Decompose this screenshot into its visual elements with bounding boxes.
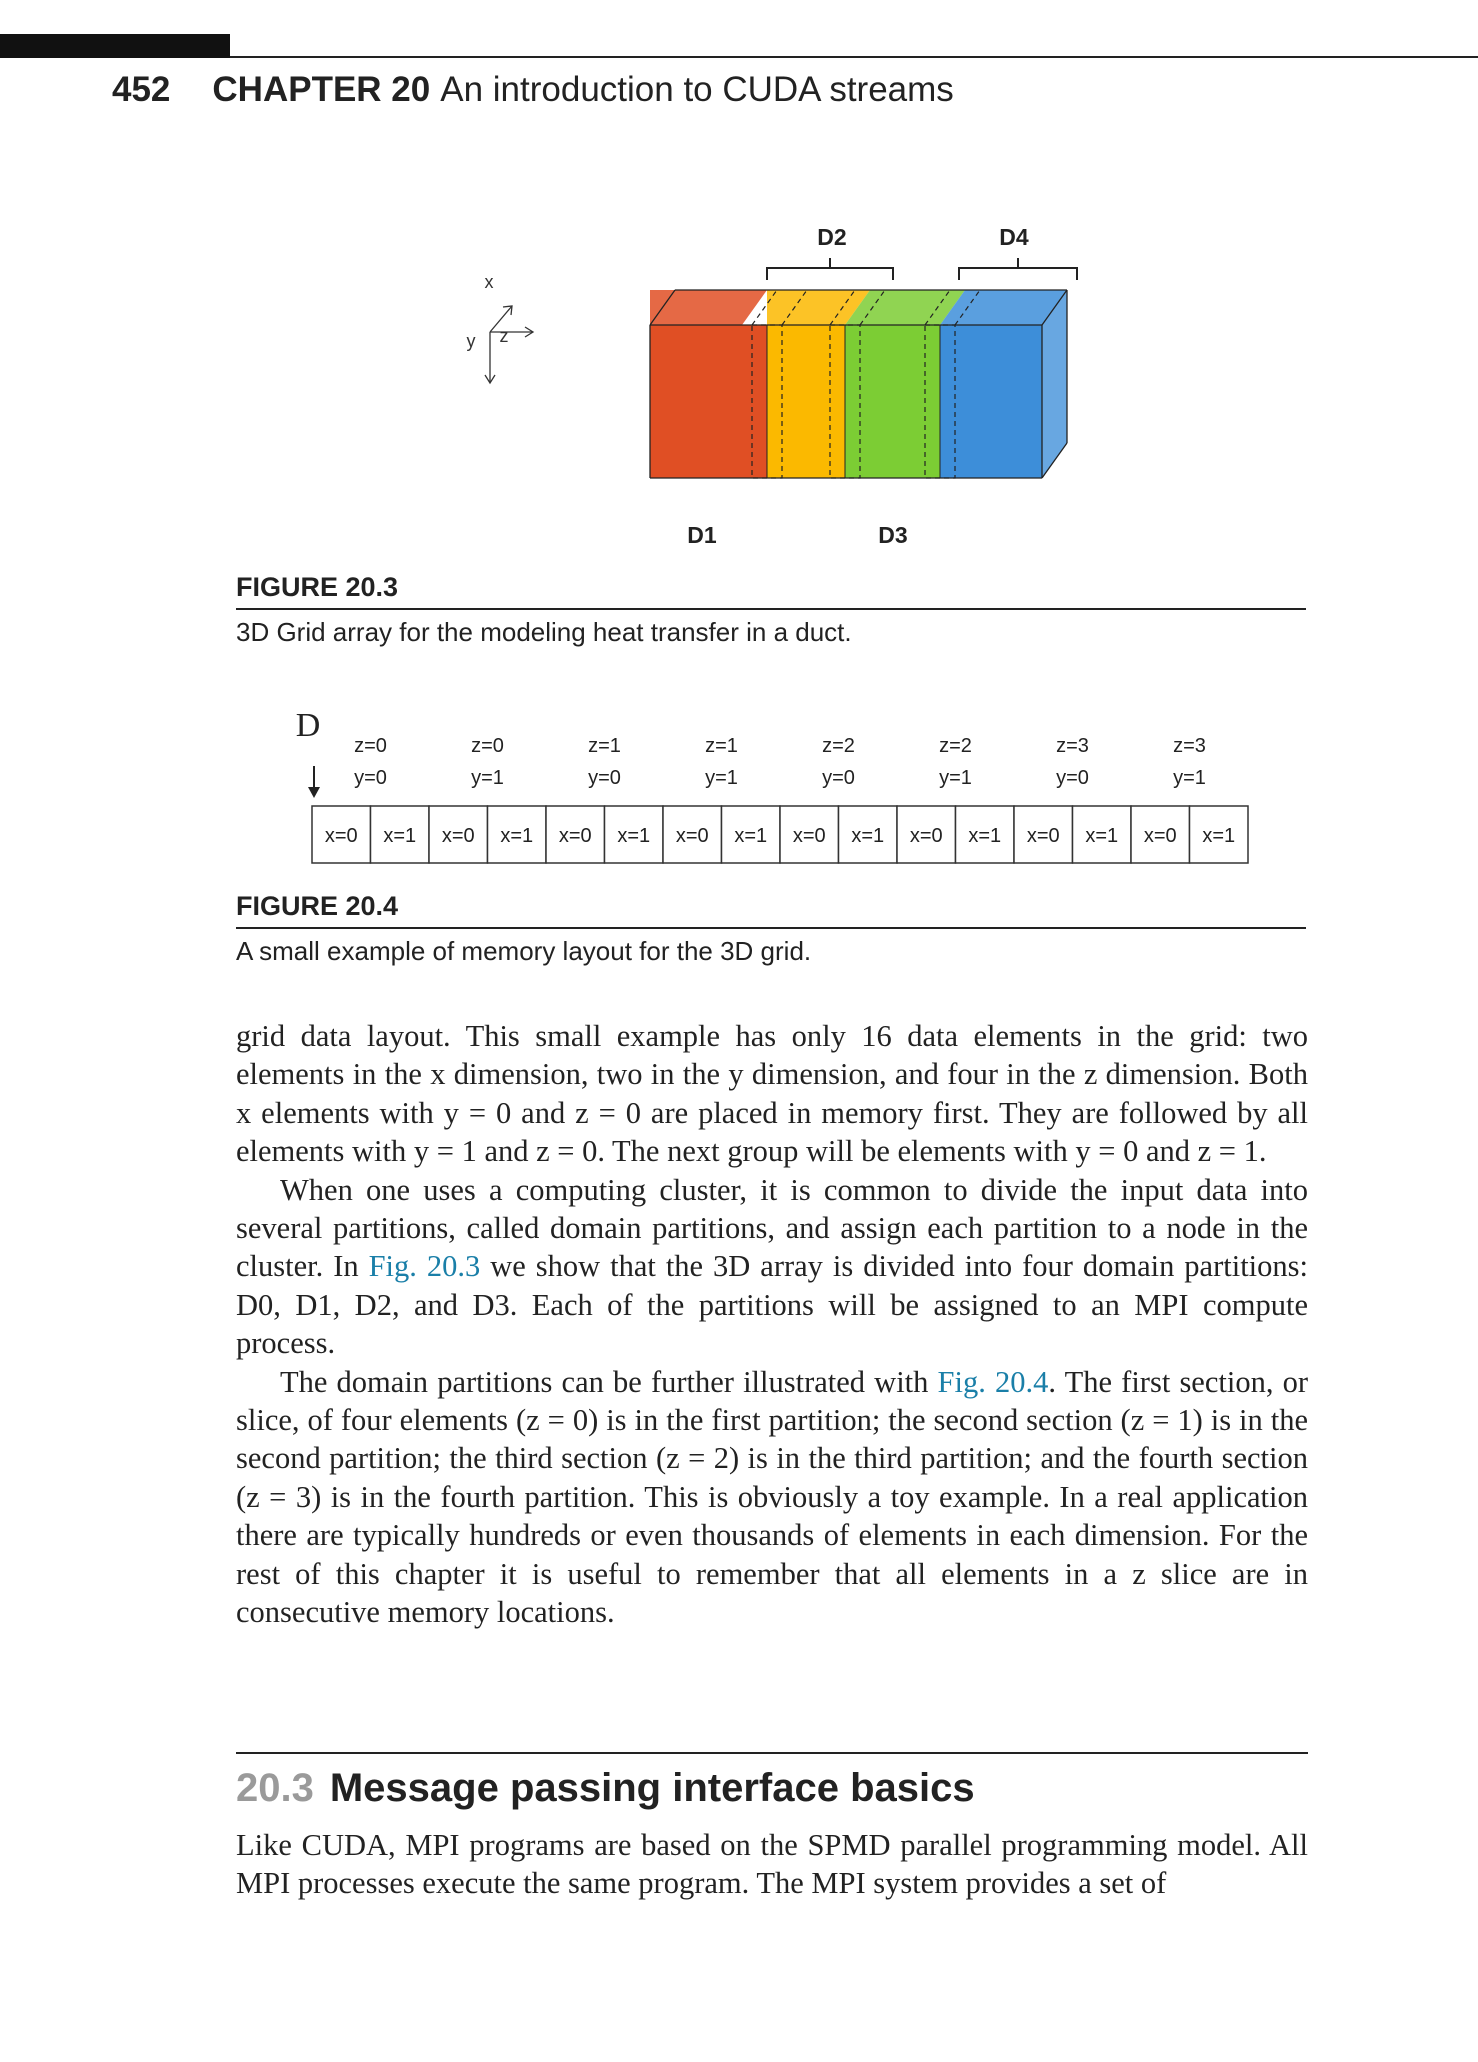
memory-cell-label: x=0	[324, 825, 358, 847]
group-labels	[354, 735, 1206, 789]
memory-cell-label: x=0	[1143, 825, 1177, 847]
axis-label-x: x	[484, 272, 494, 292]
d-label: D	[295, 707, 321, 744]
header-bar	[0, 34, 230, 58]
group-y-label: y=0	[588, 767, 621, 789]
memory-cell-label: x=1	[1085, 825, 1119, 847]
grid-block-d4	[940, 290, 1067, 478]
block-d1-front	[650, 325, 767, 478]
memory-cell-label: x=0	[675, 825, 709, 847]
figure-20-3-link[interactable]: Fig. 20.3	[368, 1249, 481, 1284]
memory-cell-label: x=0	[441, 825, 475, 847]
group-y-label: y=1	[705, 767, 738, 789]
group-z-label: z=3	[1173, 735, 1206, 757]
figure-20-3-diagram	[440, 225, 1140, 565]
memory-cell-label: x=1	[500, 825, 534, 847]
group-z-label: z=1	[588, 735, 621, 757]
group-y-label: y=1	[471, 767, 504, 789]
grid-block-d1	[650, 290, 767, 478]
group-z-label: z=0	[354, 735, 387, 757]
group-y-label: y=0	[354, 767, 387, 789]
memory-cell-label: x=0	[909, 825, 943, 847]
figure-20-3-label: FIGURE 20.3	[236, 572, 399, 602]
group-z-label: z=2	[822, 735, 855, 757]
memory-cell-label: x=1	[851, 825, 885, 847]
section-rule	[236, 1752, 1308, 1754]
paragraph-3	[236, 1363, 1308, 1632]
axis-label-y: y	[466, 331, 476, 351]
memory-cell-label: x=1	[1202, 825, 1236, 847]
partition-label-d2: D2	[817, 225, 847, 250]
paragraph-2-text-a: When one uses a computing cluster, it is common to divide the input data into several partitions, called domain partitions, and assign each partition to a node in the cluster. In	[236, 1172, 1308, 1284]
memory-cell-label: x=1	[734, 825, 768, 847]
partition-label-d3: D3	[878, 522, 908, 548]
figure-20-3-caption: 3D Grid array for the modeling heat transfer in a duct.	[236, 617, 852, 647]
down-arrow-icon	[308, 766, 320, 798]
group-z-label: z=1	[705, 735, 738, 757]
figure-20-4-diagram	[280, 700, 1280, 880]
paragraph-2	[236, 1171, 1308, 1363]
paragraph-1: grid data layout. This small example has only 16 data elements in the grid: two elements in the x dimension, two in the y dimension, and four in the z dimension. Both x elements with y = 0 and z = 0 are placed in memory first. They are followed by all elements with y = 1 and z = 0. The next group will be elements with y = 0 and z = 1.	[236, 1019, 1308, 1169]
paragraph-2-text-b: we show that the 3D array is divided into four domain partitions: D0, D1, D2, and D3. Each of the partitions will be assigned to an MPI compute process.	[236, 1249, 1308, 1361]
group-z-label: z=2	[939, 735, 972, 757]
chapter-title: An introduction to CUDA streams	[440, 70, 954, 109]
block-d3-front	[845, 325, 940, 478]
axis-label-z: z	[499, 326, 509, 346]
section-paragraph: Like CUDA, MPI programs are based on the SPMD parallel programming model. All MPI processes execute the same program. The MPI system provides a set of	[236, 1828, 1308, 1901]
group-z-label: z=3	[1056, 735, 1089, 757]
body-text	[236, 1017, 1308, 1632]
group-z-label: z=0	[471, 735, 504, 757]
section-body	[236, 1826, 1308, 1903]
running-header	[112, 70, 954, 110]
partition-label-d1: D1	[687, 522, 717, 548]
group-y-label: y=0	[822, 767, 855, 789]
figure-20-4-caption: A small example of memory layout for the 3D grid.	[236, 936, 812, 966]
figure-20-3-rule	[236, 608, 1306, 610]
figure-20-4-link[interactable]: Fig. 20.4	[937, 1364, 1049, 1399]
axis-indicator	[467, 272, 534, 383]
group-y-label: y=0	[1056, 767, 1089, 789]
block-d4-front	[940, 325, 1042, 478]
page-number: 452	[112, 70, 171, 109]
header-rule	[230, 56, 1478, 58]
group-y-label: y=1	[939, 767, 972, 789]
partition-brackets	[767, 258, 1077, 280]
memory-cell-label: x=0	[792, 825, 826, 847]
figure-20-4-rule	[236, 927, 1306, 929]
memory-cell-label: x=0	[558, 825, 592, 847]
memory-cell-label: x=1	[617, 825, 651, 847]
memory-cell-label: x=1	[968, 825, 1002, 847]
section-heading	[236, 1766, 975, 1811]
memory-cells	[312, 806, 1248, 863]
chapter-label: CHAPTER 20	[212, 70, 431, 109]
memory-cell-label: x=1	[383, 825, 417, 847]
section-number: 20.3	[236, 1766, 314, 1810]
section-title: Message passing interface basics	[329, 1766, 975, 1810]
memory-cell-label: x=0	[1026, 825, 1060, 847]
block-d1-top	[650, 290, 767, 325]
partition-label-d4: D4	[999, 225, 1029, 250]
group-y-label: y=1	[1173, 767, 1206, 789]
paragraph-3-text-a: The domain partitions can be further illustrated with	[280, 1364, 938, 1399]
paragraph-3-text-b: . The first section, or slice, of four elements (z = 0) is in the first partition; the second section (z = 1) is in the second partition; the third section (z = 2) is in the third partition; and the fourth section (z = 3) is in the fourth partition. This is obviously a toy example. In a real application there are typically hundreds or even thousands of elements in each dimension. For the rest of this chapter it is useful to remember that all elements in a z slice are in consecutive memory locations.	[236, 1364, 1309, 1630]
figure-20-4-label: FIGURE 20.4	[236, 891, 399, 921]
